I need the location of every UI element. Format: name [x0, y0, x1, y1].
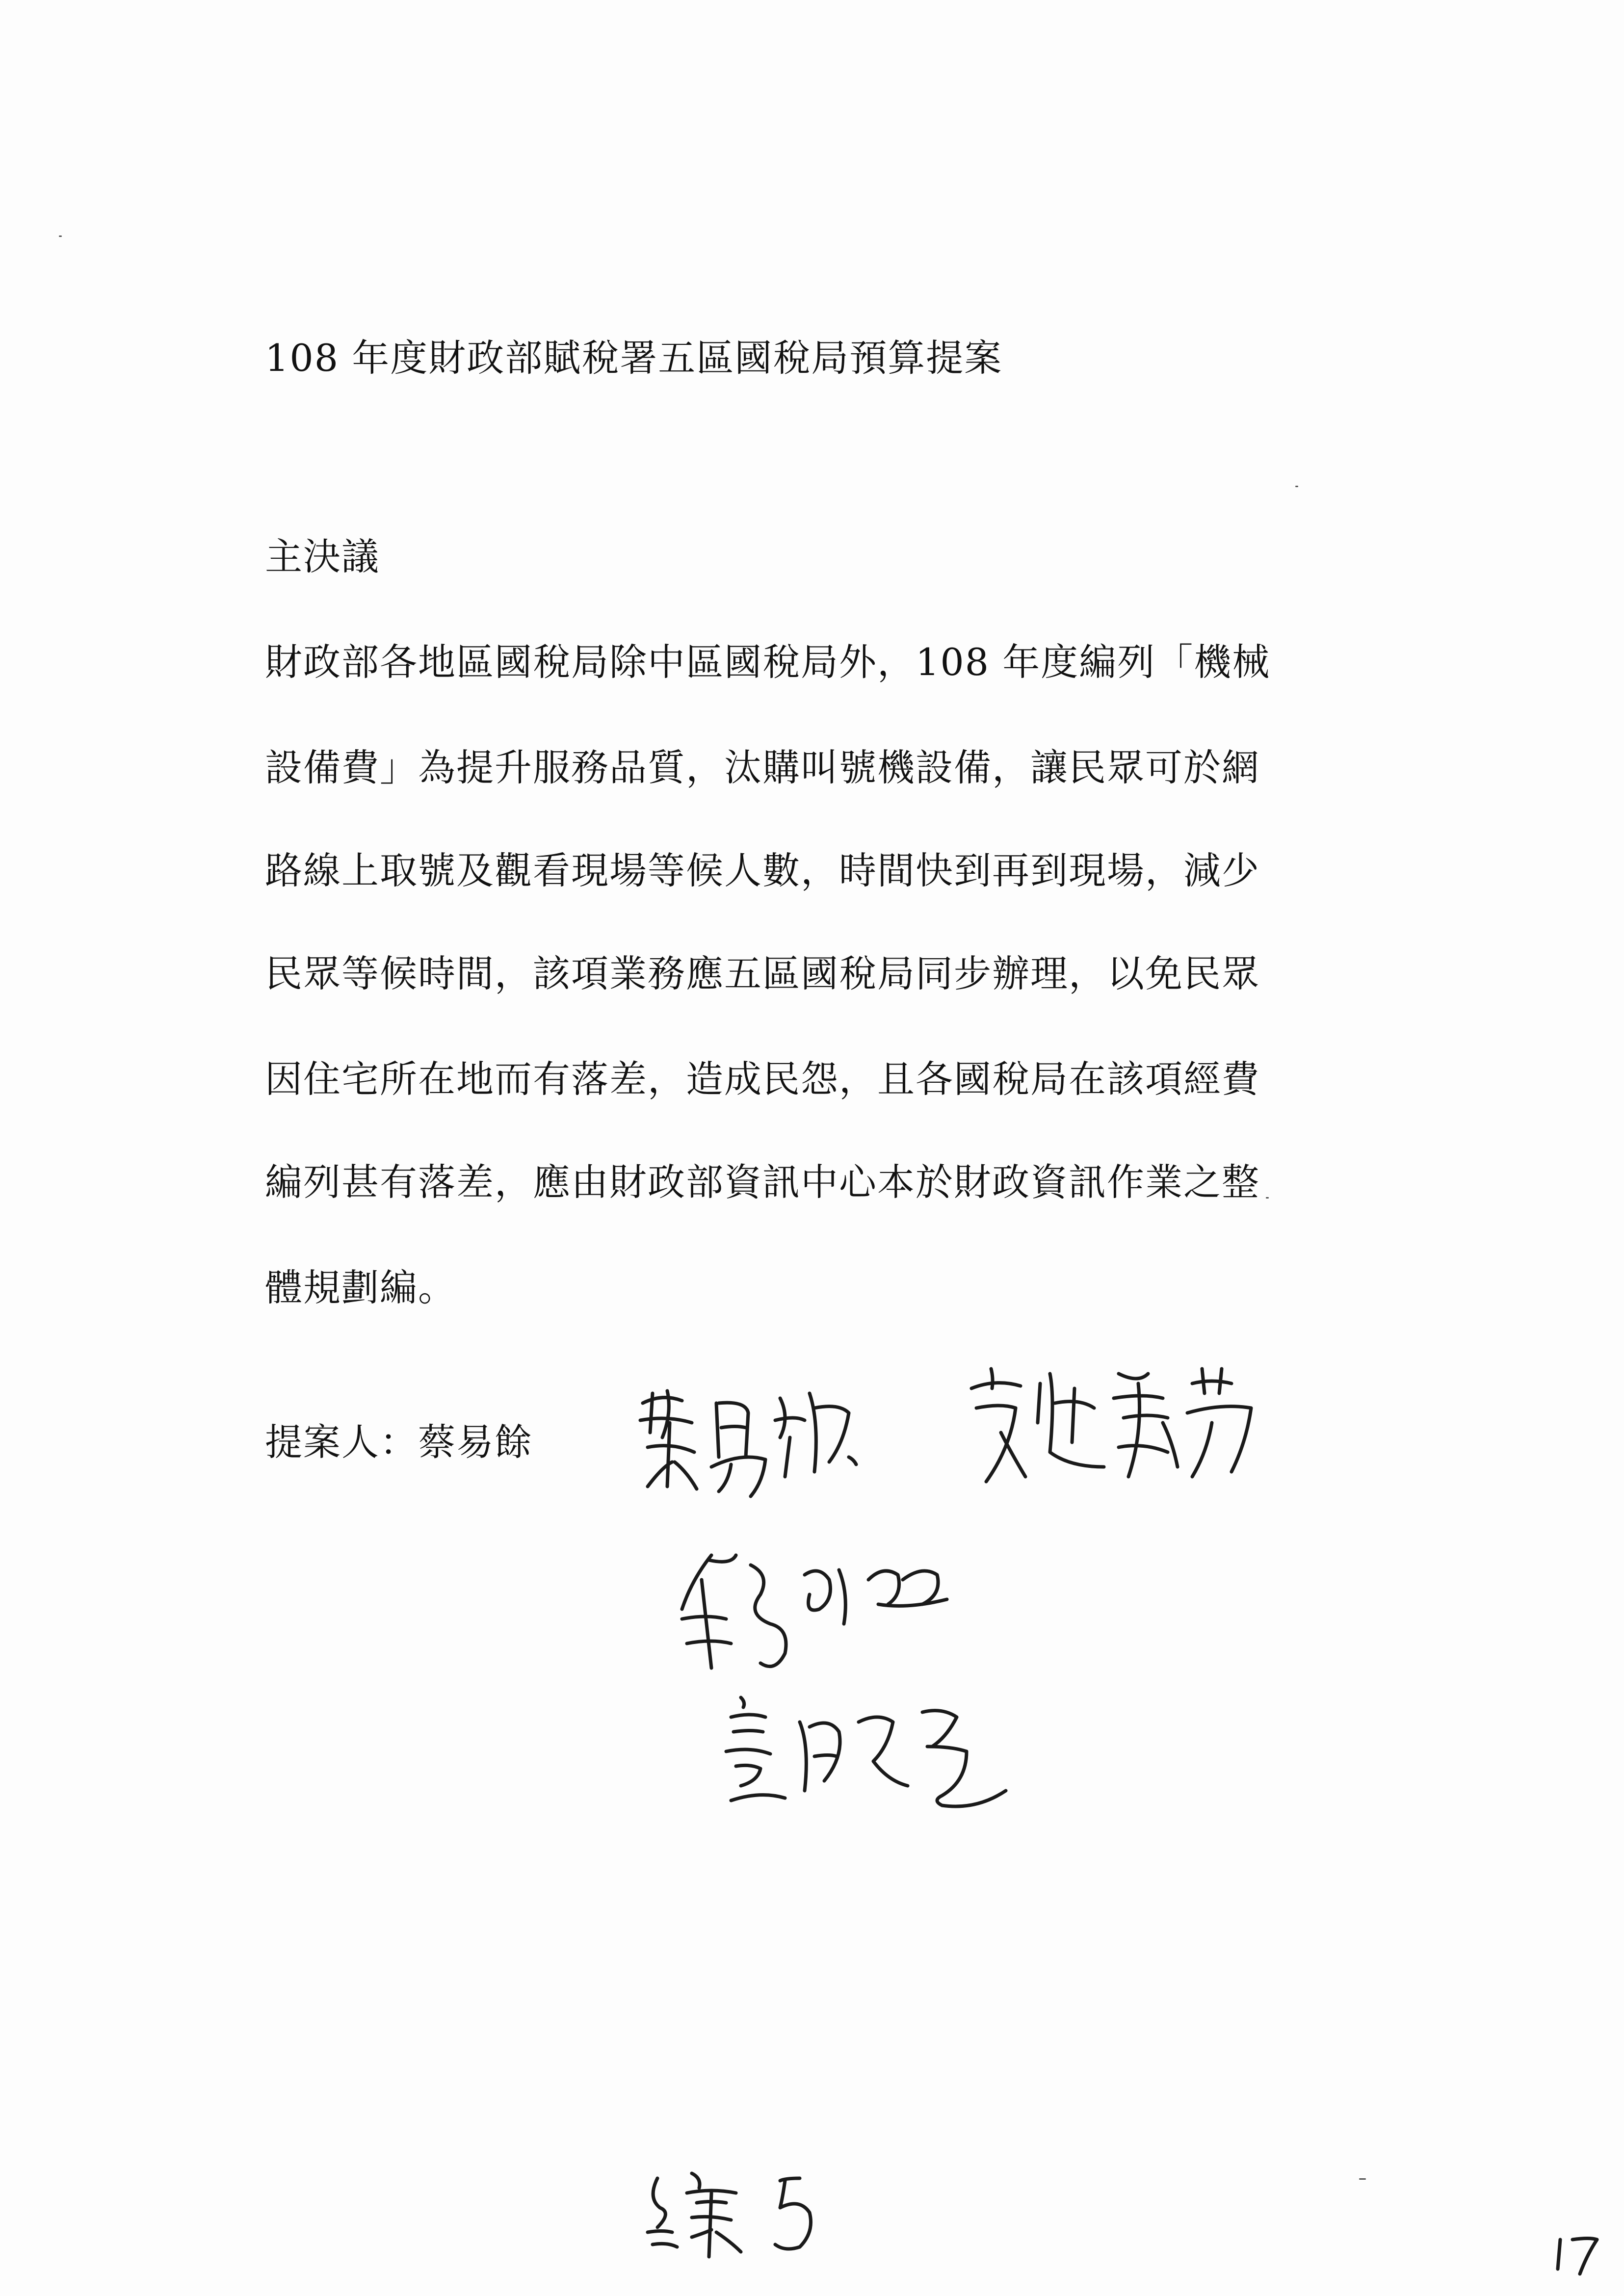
body-line-5: 因住宅所在地而有落差，造成民怨，且各國稅局在該項經費 [265, 1057, 1260, 1101]
section-heading: 主決議 [265, 535, 380, 578]
proposer-label: 提案人：蔡易餘 [265, 1420, 533, 1464]
page-number-mark [1550, 2227, 1604, 2276]
body-line-4: 民眾等候時間，該項業務應五區國稅局同步辦理，以免民眾 [265, 952, 1260, 995]
document-title: 108 年度財政部賦稅署五區國稅局預算提案 [265, 336, 1003, 380]
handwritten-annotation [638, 2159, 864, 2262]
scan-speck [1359, 2178, 1366, 2180]
body-line-1: 財政部各地區國稅局除中區國稅局外，108 年度編列「機械 [265, 640, 1271, 684]
scan-speck [59, 235, 62, 237]
signature-2 [957, 1354, 1276, 1496]
body-line-7: 體規劃編。 [265, 1266, 456, 1309]
signature-3 [672, 1536, 967, 1683]
scan-speck [1295, 486, 1298, 487]
scan-speck [1266, 1197, 1269, 1199]
body-line-2: 設備費」為提升服務品質，汰購叫號機設備，讓民眾可於網 [265, 746, 1260, 789]
body-line-6: 編列甚有落差，應由財政部資訊中心本於財政資訊作業之整 [265, 1160, 1260, 1204]
body-line-3: 路線上取號及觀看現場等候人數，時間快到再到現場，減少 [265, 849, 1260, 892]
signature-4 [711, 1683, 1016, 1820]
signature-1 [633, 1374, 908, 1501]
